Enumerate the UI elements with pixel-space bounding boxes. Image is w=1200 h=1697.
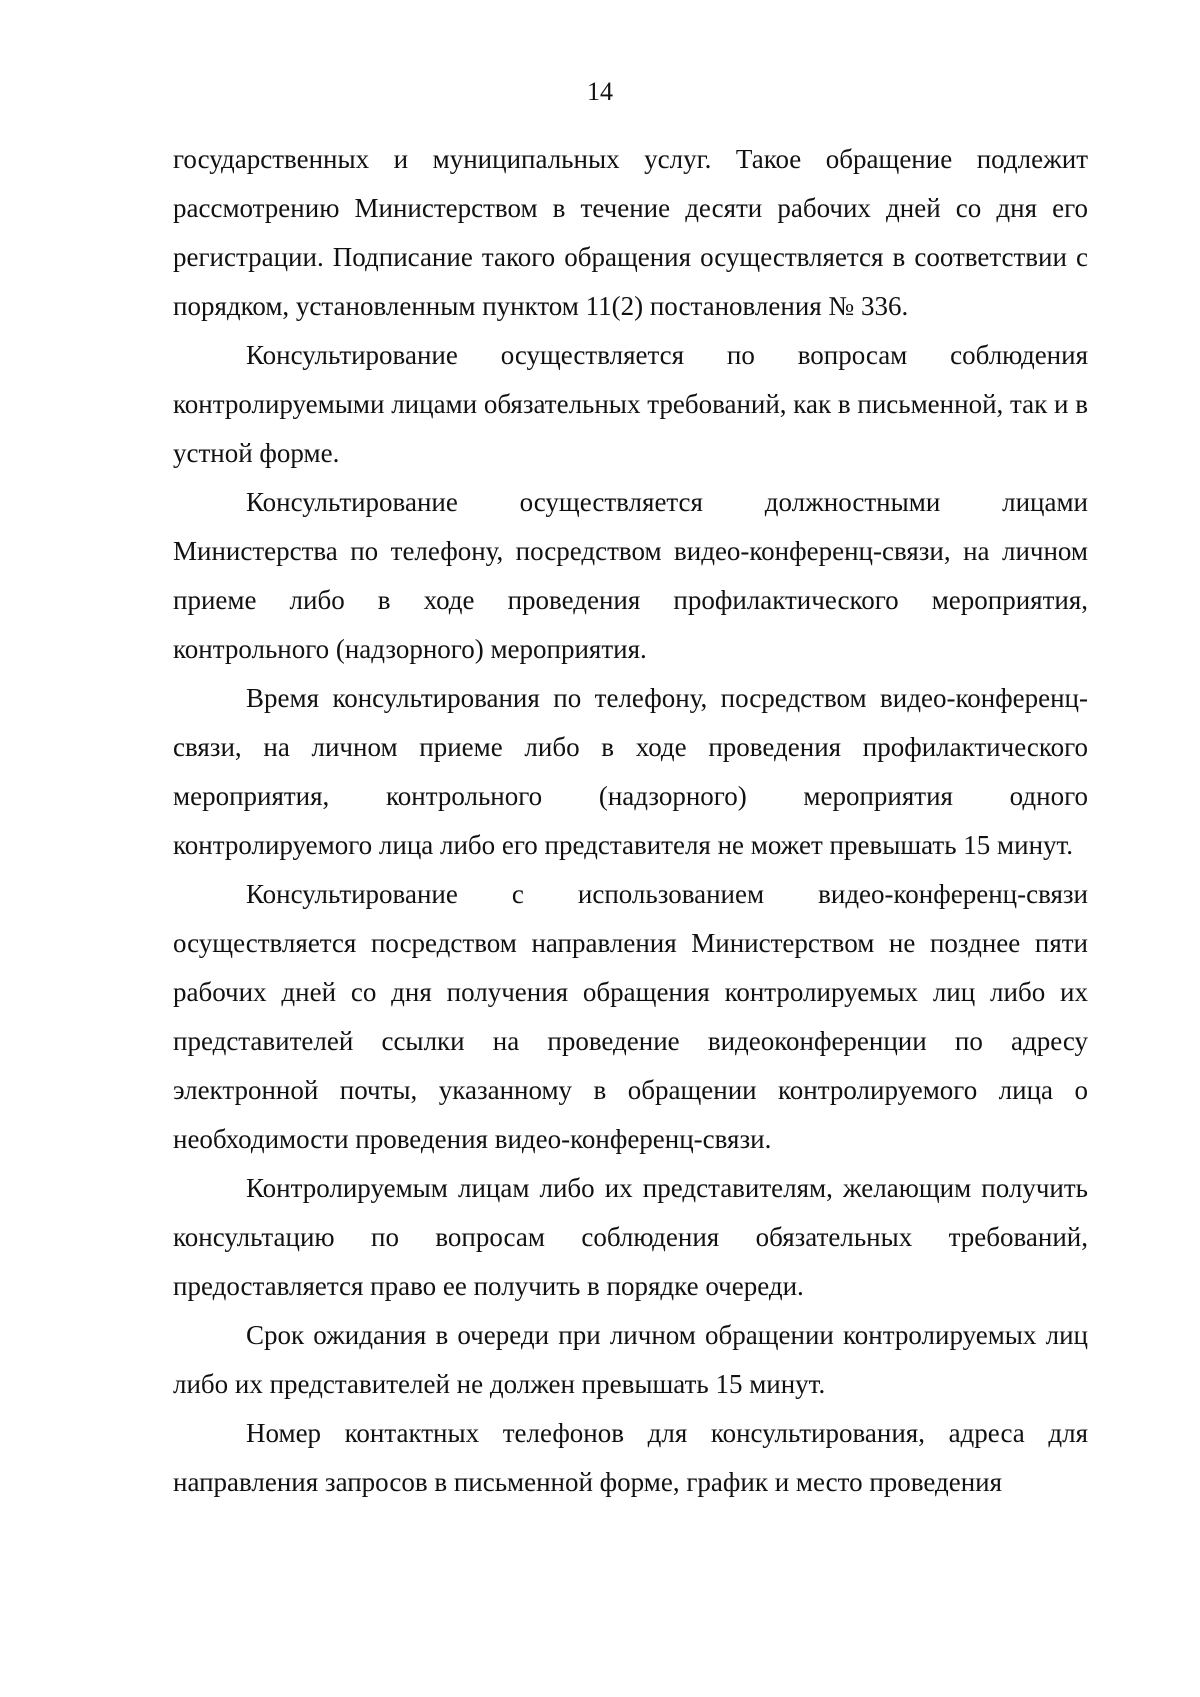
paragraph-contacts: Номер контактных телефонов для консультирования, адреса для направления запросов в письменной форме, график и место проведения (173, 1418, 1088, 1497)
paragraph-consultation-channels: Консультирование осуществляется должностными лицами Министерства по телефону, посредством видео-конференц-связи, на личном приеме либо в ходе проведения профилактического мероприятия, контрольного (надзорного) мероприятия. (173, 487, 1088, 664)
paragraph-consultation-scope: Консультирование осуществляется по вопросам соблюдения контролируемыми лицами обязательных требований, как в письменной, так и в устной форме. (173, 340, 1088, 468)
paragraph-queue-right: Контролируемым лицам либо их представителям, желающим получить консультацию по вопросам соблюдения обязательных требований, предоставляется право ее получить в порядке очереди. (173, 1173, 1088, 1301)
paragraph-consultation-time: Время консультирования по телефону, посредством видео-конференц-связи, на личном приеме либо в ходе проведения профилактического мероприятия, контрольного (надзорного) мероприятия одного контролируемого лица либо его представителя не может превышать 15 минут. (173, 683, 1088, 860)
paragraph-continuation: государственных и муниципальных услуг. Такое обращение подлежит рассмотрению Министерством в течение десяти рабочих дней со дня его регистрации. Подписание такого обращения осуществляется в соответствии с порядком, установленным пунктом 11(2) постановления № 336. (173, 144, 1088, 321)
document-body (173, 135, 1088, 1507)
page-number: 14 (587, 77, 613, 106)
paragraph-video-conference: Консультирование с использованием видео-конференц-связи осуществляется посредством направления Министерством не позднее пяти рабочих дней со дня получения обращения контролируемых лиц либо их представителей ссылки на проведение видеоконференции по адресу электронной почты, указанному в обращении контролируемого лица о необходимости проведения видео-конференц-связи. (173, 879, 1088, 1154)
paragraph-queue-wait: Срок ожидания в очереди при личном обращении контролируемых лиц либо их представителей не должен превышать 15 минут. (173, 1320, 1088, 1399)
